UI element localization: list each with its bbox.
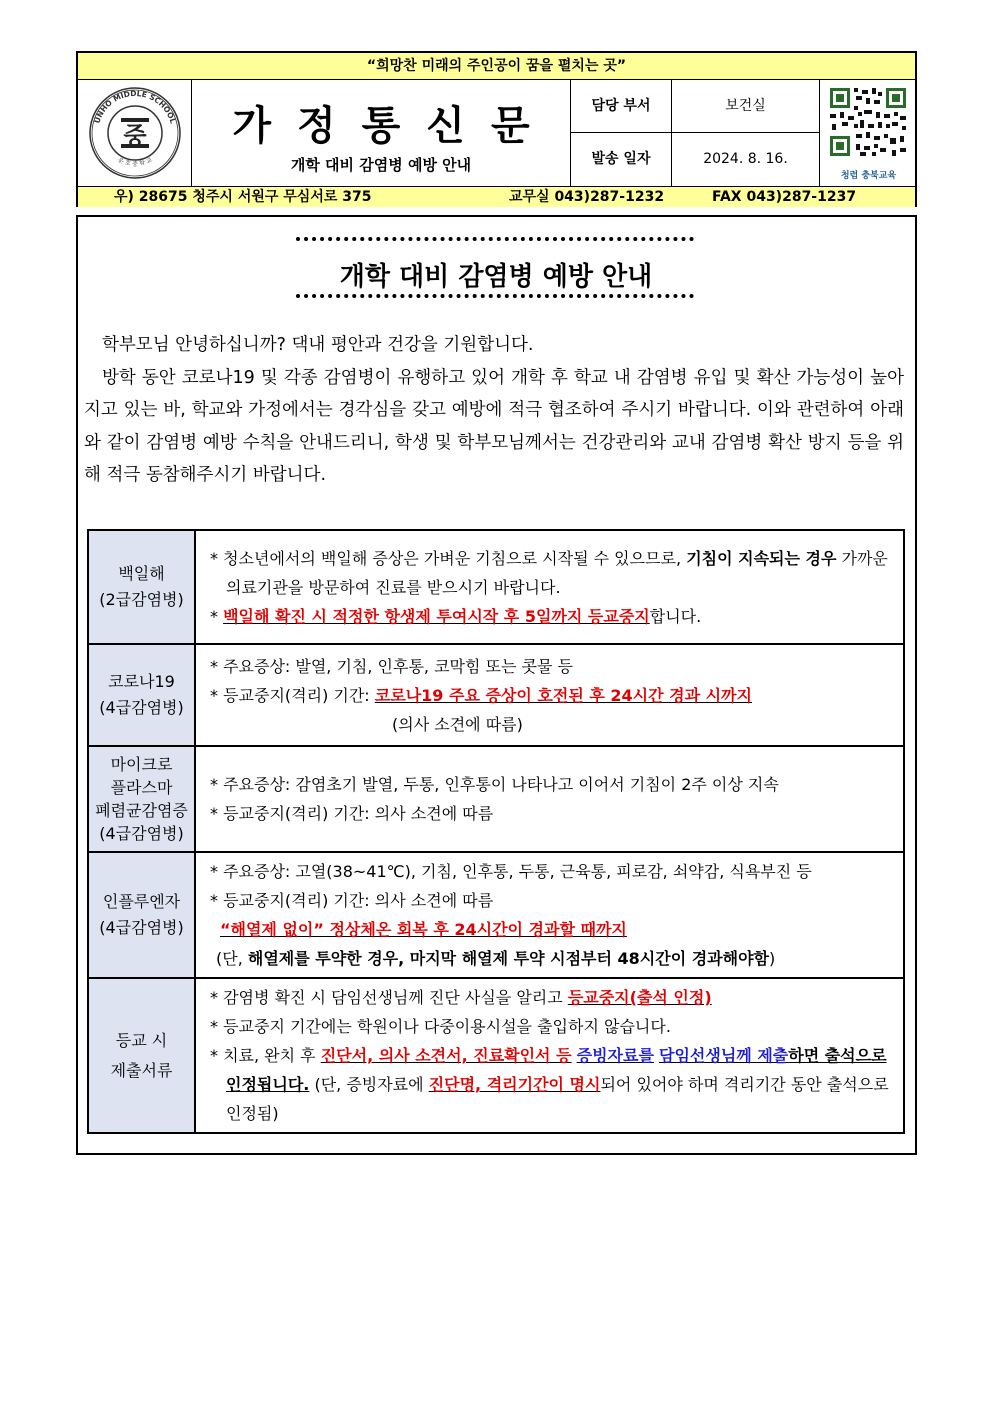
detail-line: * 주요증상: 감염초기 발열, 두통, 인후통이 나타나고 이어서 기침이 2주 이상 지속 <box>210 775 779 794</box>
newsletter-header <box>76 51 917 207</box>
paper-title-cell <box>192 80 570 186</box>
disease-grade: (4급감염병) <box>99 824 184 843</box>
title-dotted-rule-top <box>296 237 694 241</box>
disease-name-cell <box>88 978 195 1133</box>
disease-detail-cell <box>195 746 904 852</box>
school-address: 우) 28675 청주시 서원구 무심서로 375 <box>114 189 372 205</box>
disease-grade: (4급감염병) <box>99 918 184 937</box>
table-row <box>88 746 904 852</box>
disease-detail-cell <box>195 644 904 746</box>
qr-code-cell <box>820 80 917 186</box>
qr-caption: 청렴 충북교육 <box>840 171 897 181</box>
paper-title: 가정통신문 <box>232 102 556 149</box>
logo-text-center: 중 <box>123 121 147 150</box>
date-label: 발송 일자 <box>591 151 651 167</box>
header-info-row <box>78 80 915 186</box>
detail-line: * 치료, 완치 후 진단서, 의사 소견서, 진료확인서 등 증빙자료를 담임선생님께 제출하면 출석으로 인정됩니다. (단, 증빙자료에 진단명, 격리기간이 명시되어 있어야 하며 격리기간 동안 출석으로 인정됨) <box>210 1046 889 1123</box>
detail-line: * 주요증상: 고열(38~41℃), 기침, 인후통, 두통, 근육통, 피로감, 쇠약감, 식욕부진 등 <box>210 862 812 881</box>
main-paragraph: 방학 동안 코로나19 및 각종 감염병이 유행하고 있어 개학 후 학교 내 감염병 유입 및 확산 가능성이 높아지고 있는 바, 학교와 가정에서는 경각심을 갖고 예방에 적극 협조하여 주시기 바랍니다. 이와 관련하여 아래와 같이 감염병 예방 수칙을 안내드리니, 학생 및 학부모님께서는 건강관리와 교내 감염병 확산 방지 등을 위해 적극 동참해주시기 바랍니다. <box>84 367 904 485</box>
title-dotted-rule-bottom <box>296 294 694 298</box>
fax-number: FAX 043)287-1237 <box>712 189 857 205</box>
disease-detail-cell <box>195 530 904 644</box>
divider <box>570 132 819 133</box>
disease-info-table <box>87 529 905 1134</box>
school-emblem-icon <box>78 80 191 186</box>
school-motto: “희망찬 미래의 주인공이 꿈을 펼치는 곳” <box>78 53 915 80</box>
contact-bar <box>78 186 915 207</box>
document-title: 개학 대비 감염병 예방 안내 <box>339 262 653 292</box>
disease-name: 마이크로 <box>110 755 173 774</box>
detail-line: * 주요증상: 발열, 기침, 인후통, 코막힘 또는 콧물 등 <box>210 656 574 676</box>
detail-line: * 등교중지(격리) 기간: 의사 소견에 따름 <box>210 804 494 823</box>
disease-name-cell <box>88 530 195 644</box>
detail-line: (단, 해열제를 투약한 경우, 마지막 해열제 투약 시점부터 48시간이 경과해야함) <box>216 949 776 968</box>
school-logo <box>78 80 191 186</box>
detail-line: * 감염병 확진 시 담임선생님께 진단 사실을 알리고 등교중지(출석 인정) <box>210 988 712 1007</box>
dept-label: 담당 부서 <box>591 98 651 114</box>
disease-name-cell <box>88 746 195 852</box>
paper-subtitle: 개학 대비 감염병 예방 안내 <box>290 156 472 174</box>
greeting-paragraph: 학부모님 안녕하십니까? 댁내 평안과 건강을 기원합니다. <box>102 335 534 355</box>
disease-name: 백일해 <box>118 564 165 583</box>
disease-name: 인플루엔자 <box>102 892 181 911</box>
table-row <box>88 530 904 644</box>
disease-name: 코로나19 <box>108 672 175 691</box>
disease-name: 플라스마 <box>110 778 173 797</box>
disease-grade: (2급감염병) <box>99 590 184 609</box>
logo-text-top: UNHO MIDDLE SCHOOL <box>92 88 178 125</box>
detail-line: * 등교중지(격리) 기간: 의사 소견에 따름 <box>210 891 494 910</box>
detail-line: (의사 소견에 따름) <box>392 714 523 734</box>
letter-body <box>84 329 904 492</box>
disease-name: 폐렴균감염증 <box>95 801 188 820</box>
logo-text-bottom: 운 호 중 학 교 <box>116 156 154 168</box>
table-row <box>88 978 904 1133</box>
detail-line: * 백일해 확진 시 적정한 항생제 투여시작 후 5일까지 등교중지합니다. <box>210 606 702 626</box>
detail-line: “해열제 없이” 정상체온 회복 후 24시간이 경과할 때까지 <box>220 920 627 939</box>
table-row <box>88 852 904 978</box>
disease-name-cell <box>88 644 195 746</box>
detail-line: * 청소년에서의 백일해 증상은 가벼운 기침으로 시작될 수 있으므로, 기침이 지속되는 경우 가까운 의료기관을 방문하여 진료를 받으시기 바랍니다. <box>210 548 888 597</box>
detail-line: * 등교중지(격리) 기간: 코로나19 주요 증상이 호전된 후 24시간 경과 시까지 <box>210 685 752 705</box>
category-name: 등교 시 <box>115 1030 168 1050</box>
disease-grade: (4급감염병) <box>99 698 184 717</box>
disease-name-cell <box>88 852 195 978</box>
detail-line: * 등교중지 기간에는 학원이나 다중이용시설을 출입하지 않습니다. <box>210 1017 671 1036</box>
category-name: 제출서류 <box>110 1060 173 1080</box>
qr-code-icon[interactable] <box>820 80 917 186</box>
dept-value: 보건실 <box>725 98 766 114</box>
office-phone: 교무실 043)287-1232 <box>509 189 665 205</box>
disease-detail-cell <box>195 978 904 1133</box>
disease-detail-cell <box>195 852 904 978</box>
svg-text:운 호 중 학 교 <box>117 157 154 168</box>
date-value: 2024. 8. 16. <box>703 151 788 167</box>
table-row <box>88 644 904 746</box>
